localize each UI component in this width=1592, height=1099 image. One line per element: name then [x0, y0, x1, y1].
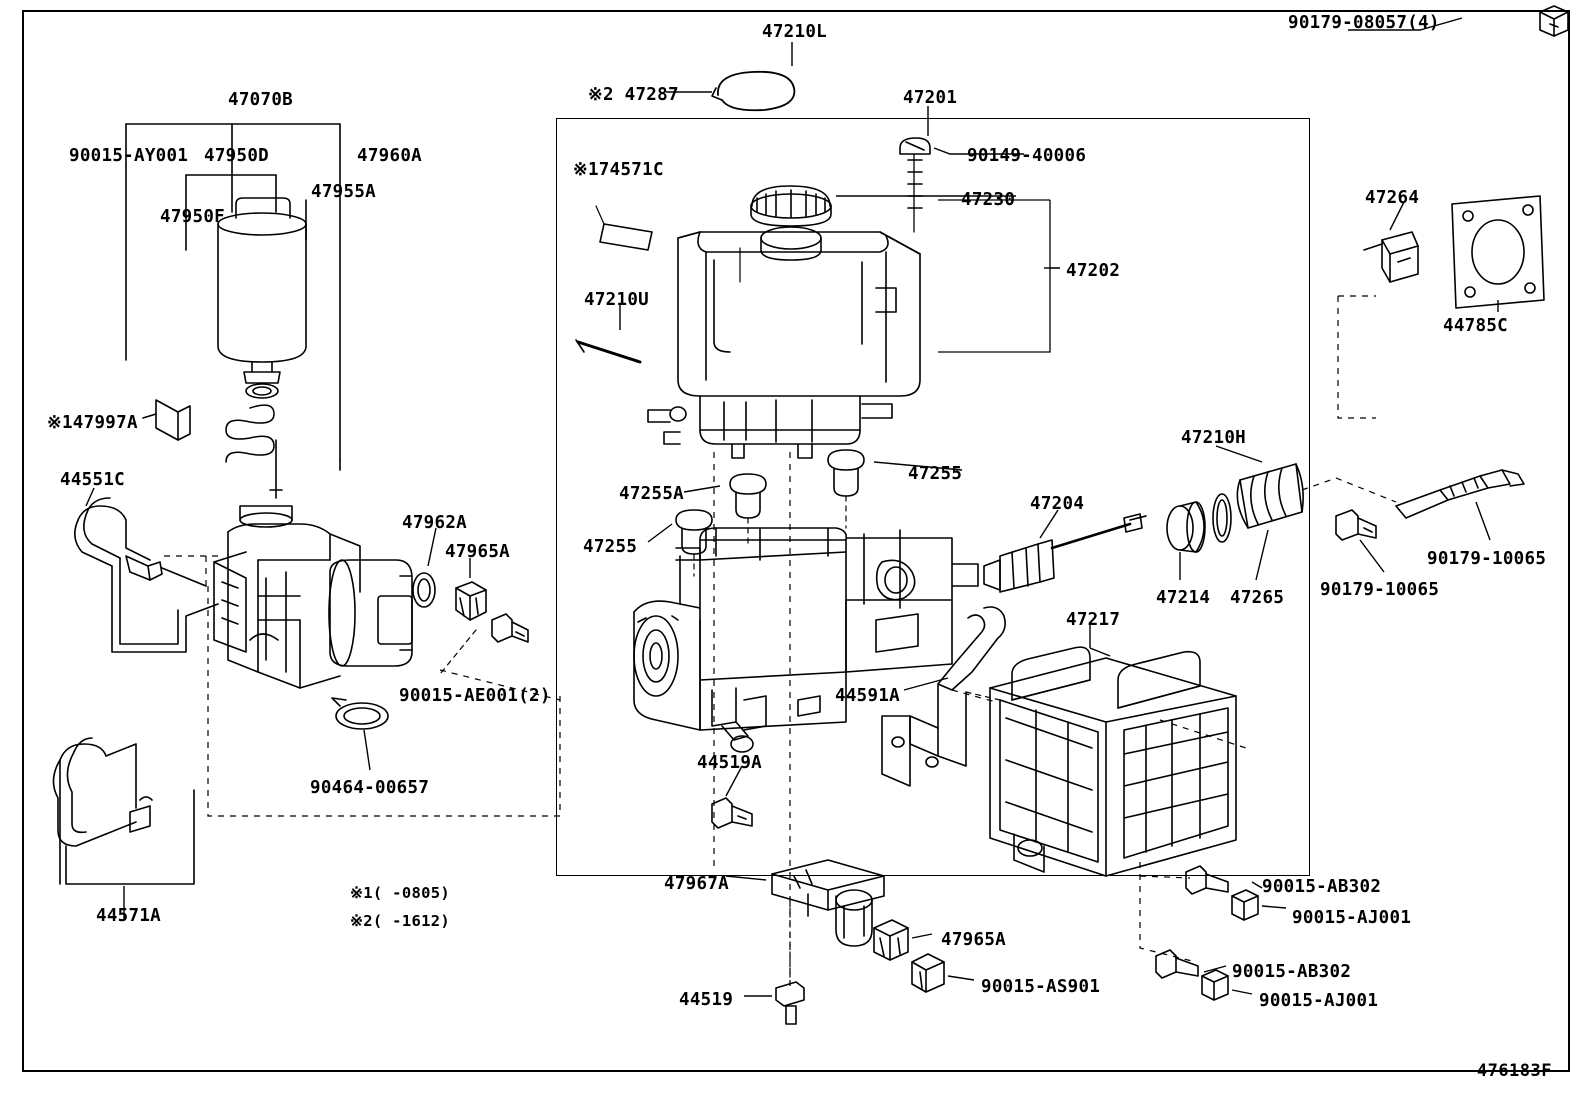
part-47255: 47255 [908, 464, 963, 484]
part-47210l: 47210L [762, 22, 828, 42]
note-1: ※1( -0805) [350, 884, 450, 902]
part-47217: 47217 [1066, 610, 1121, 630]
part-90015-ab302: 90015-AB302 [1262, 877, 1382, 897]
part-47265: 47265 [1230, 588, 1285, 608]
part-90464-00657: 90464-00657 [310, 778, 430, 798]
part-44785c: 44785C [1443, 316, 1509, 336]
part-90015-ab302-b: 90015-AB302 [1232, 962, 1352, 982]
part-90179-08057-4: 90179-08057(4) [1288, 13, 1440, 33]
part-47210u: 47210U [584, 290, 650, 310]
part-47201: 47201 [903, 88, 958, 108]
part-90015-as901: 90015-AS901 [981, 977, 1101, 997]
note-2: ※2( -1612) [350, 912, 450, 930]
part-47965a-b: 47965A [941, 930, 1007, 950]
part-90149-40006: 90149-40006 [967, 146, 1087, 166]
part-47255-b: 47255 [583, 537, 638, 557]
part-47204: 47204 [1030, 494, 1085, 514]
part-47070b: 47070B [228, 90, 294, 110]
part-47962a: 47962A [402, 513, 468, 533]
part-47960a: 47960A [357, 146, 423, 166]
part-47255a: 47255A [619, 484, 685, 504]
part-90015-aj001-b: 90015-AJ001 [1259, 991, 1379, 1011]
part-47287: ※2 47287 [588, 85, 679, 105]
part-47955a: 47955A [311, 182, 377, 202]
part-90015-ae001-2: 90015-AE001(2) [399, 686, 551, 706]
part-90015-ay001: 90015-AY001 [69, 146, 189, 166]
part-44519a: 44519A [697, 753, 763, 773]
part-47210h: 47210H [1181, 428, 1247, 448]
part-47202: 47202 [1066, 261, 1121, 281]
part-90015-aj001: 90015-AJ001 [1292, 908, 1412, 928]
part-147997a: ※147997A [47, 413, 138, 433]
part-44591a: 44591A [835, 686, 901, 706]
sheet-id: 476183F [1476, 1061, 1552, 1081]
part-174571c: ※174571C [573, 160, 664, 180]
part-47950f: 47950F [160, 207, 226, 227]
part-47264: 47264 [1365, 188, 1420, 208]
part-90179-10065: 90179-10065 [1427, 549, 1547, 569]
part-47965a: 47965A [445, 542, 511, 562]
part-47950d: 47950D [204, 146, 270, 166]
part-90179-10065-b: 90179-10065 [1320, 580, 1440, 600]
part-47967a: 47967A [664, 874, 730, 894]
part-47230: 47230 [961, 190, 1016, 210]
part-44571a: 44571A [96, 906, 162, 926]
part-47214: 47214 [1156, 588, 1211, 608]
part-44519: 44519 [679, 990, 734, 1010]
part-44551c: 44551C [60, 470, 126, 490]
